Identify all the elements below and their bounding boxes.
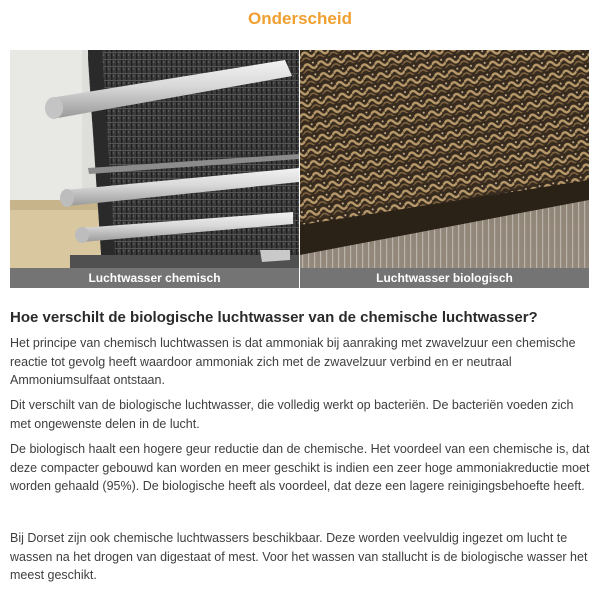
chemical-air-washer-photo [10,50,299,288]
section-title: Onderscheid [248,9,352,28]
biological-air-washer-photo [300,50,589,288]
article-paragraph-2: Dit verschilt van de biologische luchtwasser, die volledig werkt op bacteriën. De bacteriën voeden zich met ongewenste delen in de lucht. [10,398,574,431]
biological-washer-figure [300,50,589,288]
chemical-washer-caption: Luchtwasser chemisch [10,268,299,288]
article-paragraph-1: Het principe van chemisch luchtwassen is dat ammoniak bij aanraking met zwavelzuur een chemische reactie tot gevolg heeft waardoor ammoniak zich met de zwavelzuur verbind en er neutraal Ammoniumsulfaat ontstaan. [10,336,576,387]
article-heading: Hoe verschilt de biologische luchtwasser van de chemische luchtwasser? [10,309,538,326]
article-paragraph-4: Bij Dorset zijn ook chemische luchtwassers beschikbaar. Deze worden veelvuldig ingezet om lucht te wassen na het drogen van digestaat of mest. Voor het wassen van stallucht is de biologische wasser het meest geschikt. [10,531,588,582]
article-paragraph-3: De biologisch haalt een hogere geur reductie dan de chemische. Het voordeel van een chemische is, dat deze compacter gebouwd kan worden en meer geschikt is indien een zeer hoge ammoniakreductie moet worden gehaald (95%). De biologische heeft als voordeel, dat deze een lagere reinigingsbehoefte heeft. [10,442,590,493]
chemical-washer-figure [10,50,299,288]
biological-washer-caption: Luchtwasser biologisch [300,268,589,288]
